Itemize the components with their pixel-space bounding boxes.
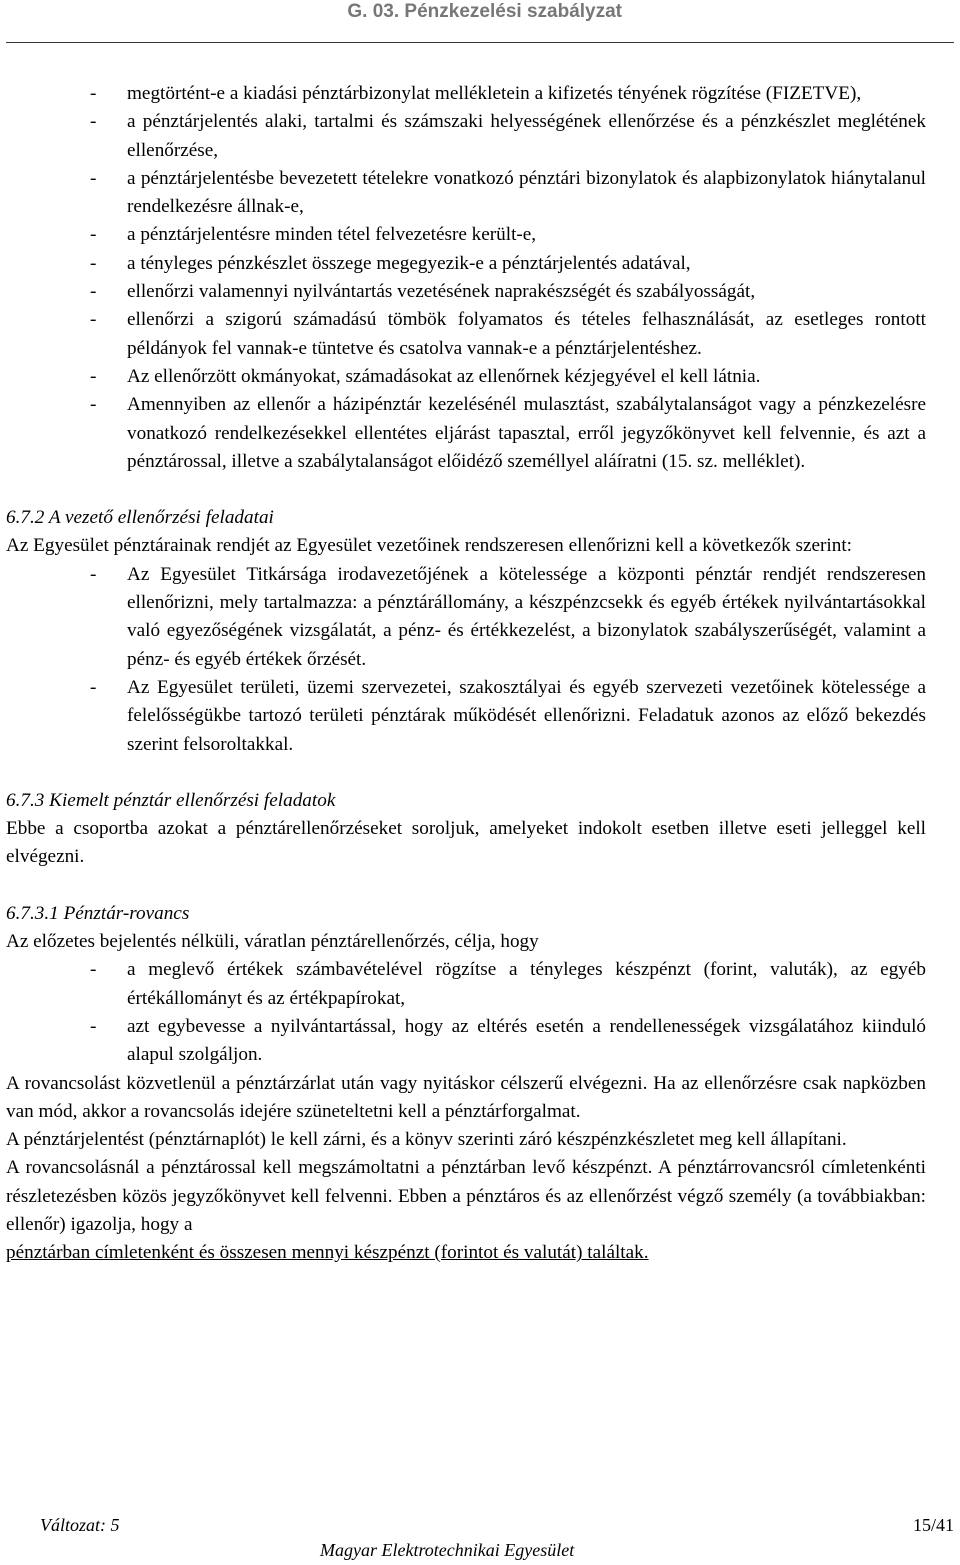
footer-version: Változat: 5 — [40, 1515, 120, 1535]
section-intro-6-7-2: Az Egyesület pénztárainak rendjét az Egyesület vezetőinek rendszeresen ellenőrizni kell a következők szerint: — [6, 535, 853, 557]
bullet-dash: - — [90, 365, 97, 387]
bullet-dash: - — [90, 1015, 97, 1037]
list-item — [6, 250, 926, 278]
document-header-title: G. 03. Pénzkezelési szabályzat — [347, 1, 622, 22]
list-item-text: a pénztárjelentésre minden tétel felvezetésre került-e, — [127, 224, 537, 246]
bullet-dash: - — [90, 167, 97, 189]
list-item — [6, 306, 926, 363]
section-heading-6-7-2: 6.7.2 A vezető ellenőrzési feladatai — [6, 507, 274, 529]
paragraph-rovancs-3: A rovancsolásnál a pénztárossal kell megszámoltatni a pénztárban levő készpénzt. A pénztárrovancsról címletenkénti részletezésben közös jegyzőkönyvet kell felvenni. Ebben a pénztáros és az ellenőrzést végző személy (a továbbiakban: ellenőr) igazolja, hogy a — [6, 1157, 926, 1235]
list-item — [6, 165, 926, 222]
bullet-dash: - — [90, 281, 97, 303]
list-item — [6, 278, 926, 306]
list-item — [6, 363, 926, 391]
document-body — [6, 80, 926, 1268]
bullet-dash: - — [90, 83, 97, 104]
list-item-text: ellenőrzi a szigorú számadású tömbök folyamatos és tételes felhasználását, az esetleges rontott példányok fel vannak-e tüntetve és csatolva vannak-e a pénztárjelentéshez. — [127, 309, 926, 359]
bullet-dash: - — [90, 563, 97, 585]
bullet-dash: - — [90, 676, 97, 698]
footer-organization: Magyar Elektrotechnikai Egyesület — [320, 1540, 575, 1560]
bullet-dash: - — [90, 309, 97, 331]
footer-page-number: 15/41 — [912, 1515, 954, 1535]
header-divider — [6, 42, 954, 43]
section-heading-6-7-3: 6.7.3 Kiemelt pénztár ellenőrzési feladatok — [6, 789, 336, 811]
list-item-text: Amennyiben az ellenőr a házipénztár kezelésénél mulasztást, szabálytalanságot vagy a pénzkezelésre vonatkozó rendelkezésekkel ellentétes eljárást tapasztal, erről jegyzőkönyvet kell felvennie, és azt a pénztárossal, illetve a szabálytalanságot előidéző személlyel aláíratni (15. sz. melléklet). — [127, 394, 926, 472]
list-item-text: a pénztárjelentésbe bevezetett tételekre vonatkozó pénztári bizonylatok és alapbizonylatok hiánytalanul rendelkezésre állnak-e, — [127, 167, 926, 218]
bullet-dash: - — [90, 394, 97, 416]
list-item-text: megtörtént-e a kiadási pénztárbizonylat mellékletein a kifizetés tényének rögzítése (FIZETVE), — [127, 83, 862, 104]
list-item — [6, 221, 926, 249]
list-item-text: azt egybevesse a nyilvántartással, hogy az eltérés esetén a rendellenességek vizsgálatához kiinduló alapul szolgáljon. — [127, 1015, 926, 1066]
paragraph-rovancs-3-last-line: pénztárban címletenként és összesen mennyi készpénzt (forintot és valutát) találtak. — [6, 1242, 649, 1264]
bullet-dash: - — [90, 224, 97, 246]
list-item — [6, 956, 926, 1013]
bullet-dash: - — [90, 959, 97, 981]
list-item — [6, 1013, 926, 1070]
list-item — [6, 561, 926, 674]
bullet-list-top — [6, 80, 926, 476]
list-item — [6, 108, 926, 165]
list-item — [6, 391, 926, 476]
list-item-text: Az Egyesület Titkársága irodavezetőjének a kötelessége a központi pénztár rendjét rendszeresen ellenőrizni, mely tartalmazza: a pénztárállomány, a készpénzcsekk és egyéb értékek nyilvántartásokkal való egyezőségének vizsgálatát, a pénz- és értékkezelést, a bizonylatok szabályszerűségét, valamint a pénz- és egyéb értékek őrzését. — [127, 563, 926, 670]
list-item-text: Az Egyesület területi, üzemi szervezetei, szakosztályai és egyéb szervezeti vezetőinek kötelessége a felelősségükbe tartozó területi pénztárak működését ellenőrizni. Feladatuk azonos az előző bekezdés szerint felsoroltakkal. — [127, 676, 926, 755]
section-text-6-7-3: Ebbe a csoportba azokat a pénztárellenőrzéseket soroljuk, amelyeket indokolt esetben illetve eseti jelleggel kell elvégezni. — [6, 818, 926, 868]
list-item-text: Az ellenőrzött okmányokat, számadásokat az ellenőrnek kézjegyével el kell látnia. — [127, 365, 761, 387]
paragraph-rovancs-1: A rovancsolást közvetlenül a pénztárzárlat után vagy nyitáskor célszerű elvégezni. Ha az ellenőrzésre csak napközben van mód, akkor a rovancsolás idejére szüneteltetni kell a pénztárforgalmat. — [6, 1072, 926, 1122]
bullet-dash: - — [90, 252, 97, 274]
bullet-list-6-7-2 — [6, 561, 926, 759]
list-item — [6, 674, 926, 759]
list-item-text: a tényleges pénzkészlet összege megegyezik-e a pénztárjelentés adatával, — [127, 252, 691, 274]
list-item-text: a pénztárjelentés alaki, tartalmi és számszaki helyességének ellenőrzése és a pénzkészlet meglétének ellenőrzése, — [127, 111, 926, 161]
bullet-list-6-7-3-1 — [6, 956, 926, 1069]
list-item — [6, 80, 926, 108]
section-intro-6-7-3-1: Az előzetes bejelentés nélküli, váratlan pénztárellenőrzés, célja, hogy — [6, 931, 539, 953]
list-item-text: ellenőrzi valamennyi nyilvántartás vezetésének naprakészségét és szabályosságát, — [127, 281, 756, 303]
list-item-text: a meglevő értékek számbavételével rögzítse a tényleges készpénzt (forint, valuták), az egyéb értékállományt és az értékpapírokat, — [127, 959, 926, 1009]
section-heading-6-7-3-1: 6.7.3.1 Pénztár-rovancs — [6, 902, 190, 924]
bullet-dash: - — [90, 111, 97, 133]
paragraph-rovancs-2: A pénztárjelentést (pénztárnaplót) le kell zárni, és a könyv szerinti záró készpénzkészletet meg kell állapítani. — [6, 1129, 847, 1151]
